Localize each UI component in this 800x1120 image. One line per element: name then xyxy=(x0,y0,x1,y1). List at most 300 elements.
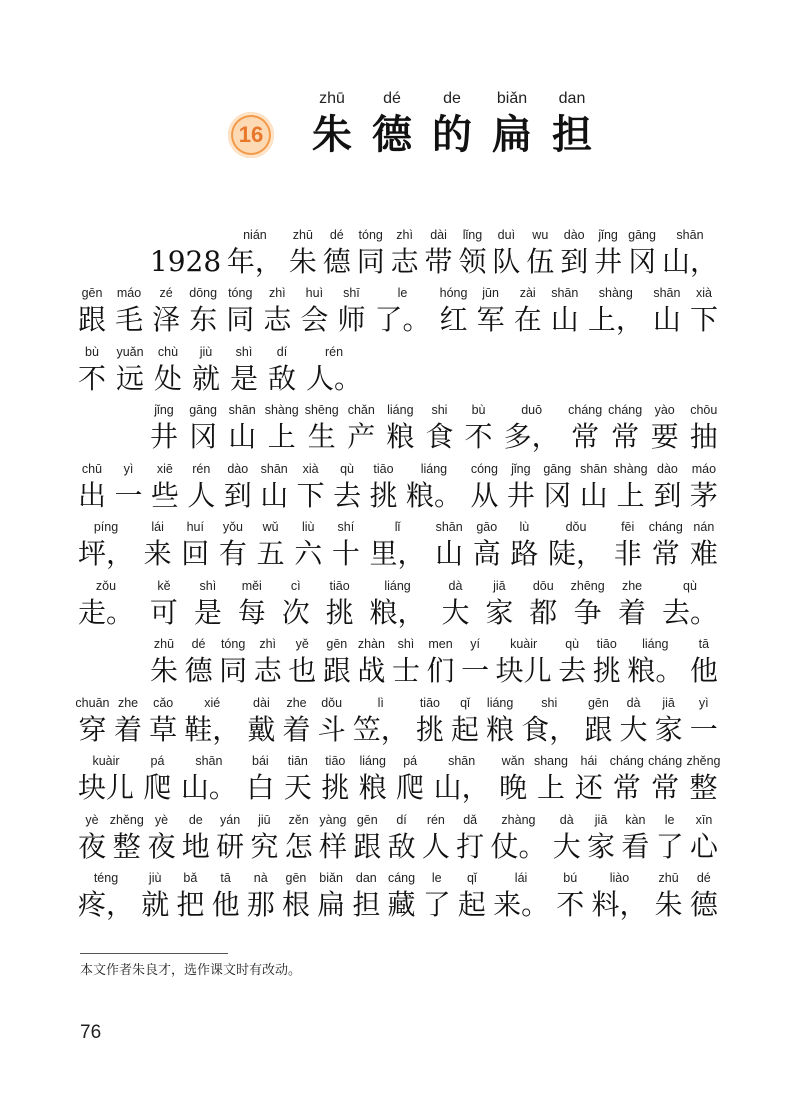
pinyin: lù xyxy=(519,520,530,534)
syllable xyxy=(181,749,237,807)
pinyin: shān xyxy=(448,754,476,768)
syllable xyxy=(648,749,683,807)
syllable xyxy=(369,515,425,573)
character: 怎 xyxy=(284,829,313,863)
character: 了。 xyxy=(374,303,431,336)
pinyin: gēn xyxy=(81,286,103,300)
pinyin: dài xyxy=(430,227,447,242)
character: 一 xyxy=(114,478,143,512)
pinyin: lái xyxy=(151,520,164,534)
character: 军 xyxy=(476,303,505,336)
character: 粮， xyxy=(369,595,426,629)
pinyin: bǎ xyxy=(183,871,198,885)
syllable xyxy=(219,632,247,690)
character: 人 xyxy=(187,478,216,512)
character: 冈 xyxy=(628,244,657,278)
syllable xyxy=(492,223,520,281)
syllable xyxy=(686,749,721,807)
character: 师 xyxy=(337,303,366,336)
pinyin: gēn xyxy=(356,812,378,827)
pinyin: jiā xyxy=(594,812,608,827)
syllable xyxy=(618,574,646,632)
syllable xyxy=(651,398,679,456)
pinyin: zhàn xyxy=(357,637,385,651)
pinyin: le xyxy=(397,286,408,300)
pinyin: shān xyxy=(260,461,288,476)
pinyin: liáng xyxy=(387,403,414,417)
pinyin: cì xyxy=(290,578,301,593)
pinyin: máo xyxy=(691,461,717,476)
syllable xyxy=(548,515,604,573)
syllable xyxy=(609,749,644,807)
character: 带 xyxy=(424,244,453,278)
pinyin: duì xyxy=(497,227,516,242)
syllable xyxy=(591,866,647,924)
pinyin: tā xyxy=(220,871,231,885)
character: 料， xyxy=(591,888,648,921)
footnote-divider xyxy=(80,953,228,954)
pinyin: yào xyxy=(654,403,675,417)
syllable xyxy=(507,457,535,515)
character: 粮 xyxy=(486,712,515,746)
pinyin: shang xyxy=(533,754,569,768)
character: 高 xyxy=(472,537,501,570)
character: 东 xyxy=(189,303,218,336)
syllable xyxy=(114,457,142,515)
pinyin: lì xyxy=(377,695,384,710)
pinyin: gēn xyxy=(587,695,609,710)
syllable xyxy=(690,515,718,573)
syllable xyxy=(396,749,424,807)
title-pinyin: zhū xyxy=(319,90,345,107)
character: 里， xyxy=(369,537,426,570)
character: 挑 xyxy=(592,654,621,687)
character: 每 xyxy=(237,595,266,629)
title-syllable xyxy=(302,88,362,160)
pinyin: dào xyxy=(657,461,678,476)
text-line-content xyxy=(150,398,718,456)
character: 泽 xyxy=(152,303,181,336)
text-line-content xyxy=(78,808,718,866)
syllable xyxy=(662,223,718,281)
character: 冈 xyxy=(189,420,218,453)
syllable xyxy=(78,866,134,924)
syllable xyxy=(212,866,240,924)
syllable xyxy=(496,632,552,690)
character: 鞋， xyxy=(184,712,241,746)
pinyin: dà xyxy=(559,812,574,827)
character: 常 xyxy=(611,420,640,453)
pinyin: liáng xyxy=(486,695,514,710)
text-line xyxy=(78,632,718,691)
pinyin: zhū xyxy=(153,637,175,651)
character: 去。 xyxy=(661,595,718,629)
lesson-number-badge xyxy=(228,112,274,158)
pinyin: gāng xyxy=(543,461,572,476)
pinyin: tā xyxy=(698,637,710,651)
pinyin: qǐ xyxy=(467,871,477,885)
character: 了 xyxy=(655,829,684,863)
pinyin: nián xyxy=(243,227,267,242)
pinyin: le xyxy=(664,812,675,827)
syllable xyxy=(154,340,182,398)
pinyin: bái xyxy=(252,754,269,768)
character: 常 xyxy=(651,537,680,570)
title-character: 德 xyxy=(372,111,412,158)
character: 士 xyxy=(391,654,420,687)
character: 多， xyxy=(503,420,560,453)
syllable xyxy=(282,574,310,632)
syllable xyxy=(690,281,718,339)
syllable xyxy=(326,574,354,632)
character: 担 xyxy=(352,888,381,921)
pinyin: le xyxy=(431,871,442,885)
character: 是 xyxy=(193,595,222,629)
text-line-content xyxy=(150,223,718,281)
pinyin: yǒu xyxy=(222,520,243,534)
syllable xyxy=(226,281,254,339)
syllable xyxy=(182,808,210,866)
syllable xyxy=(115,281,143,339)
syllable xyxy=(608,398,643,456)
syllable xyxy=(247,866,275,924)
character: 挑 xyxy=(325,595,354,629)
syllable xyxy=(510,515,538,573)
pinyin: shàng xyxy=(613,461,648,476)
lesson-title-block xyxy=(228,88,628,168)
syllable xyxy=(435,515,463,573)
syllable xyxy=(176,866,204,924)
character: 起 xyxy=(451,712,480,746)
pinyin: dào xyxy=(227,461,249,476)
pinyin: zhì xyxy=(259,637,277,651)
pinyin: fēi xyxy=(621,520,635,534)
pinyin: liào xyxy=(609,871,630,885)
syllable xyxy=(422,808,450,866)
character: 粮。 xyxy=(627,654,684,687)
pinyin: dé xyxy=(191,637,206,651)
syllable xyxy=(588,281,644,339)
pinyin: tiāo xyxy=(419,695,440,710)
syllable xyxy=(323,223,351,281)
syllable xyxy=(440,281,468,339)
character: 上 xyxy=(267,420,296,453)
character: 也 xyxy=(288,654,317,687)
character: 德 xyxy=(322,244,351,278)
character: 非 xyxy=(613,537,642,570)
syllable xyxy=(560,223,588,281)
pinyin: shān xyxy=(228,403,256,417)
pinyin: gēn xyxy=(285,871,307,885)
pinyin: tiān xyxy=(287,754,308,768)
pinyin: jǐng xyxy=(511,461,531,476)
text-line xyxy=(78,398,718,457)
character: 山， xyxy=(661,244,718,278)
text-line-content xyxy=(78,515,718,573)
character: 五 xyxy=(256,537,285,570)
character: 大 xyxy=(552,829,581,863)
syllable xyxy=(558,632,586,690)
character: 都 xyxy=(529,595,558,629)
character: 着 xyxy=(114,712,143,746)
character: 人 xyxy=(421,829,450,863)
character: 些 xyxy=(150,478,179,512)
syllable xyxy=(485,574,513,632)
character: 十 xyxy=(331,537,360,570)
pinyin: shān xyxy=(195,754,223,768)
pinyin: dé xyxy=(696,871,711,885)
character: 挑 xyxy=(415,712,444,746)
pinyin: liù xyxy=(301,520,315,534)
syllable xyxy=(194,574,222,632)
syllable xyxy=(224,457,252,515)
syllable xyxy=(461,632,489,690)
syllable xyxy=(427,632,455,690)
syllable xyxy=(556,866,584,924)
syllable xyxy=(250,808,278,866)
syllable xyxy=(353,691,409,749)
syllable xyxy=(317,866,345,924)
pinyin: rén xyxy=(324,344,344,359)
character: 难 xyxy=(689,537,718,570)
character: 下 xyxy=(689,303,718,336)
syllable xyxy=(621,808,649,866)
syllable xyxy=(434,749,490,807)
syllable xyxy=(282,866,310,924)
pinyin: cóng xyxy=(470,461,498,476)
character: 产 xyxy=(347,420,376,453)
character: 上 xyxy=(536,771,565,804)
title-pinyin: biǎn xyxy=(496,90,528,107)
syllable xyxy=(357,632,385,690)
syllable xyxy=(185,632,213,690)
character: 夜 xyxy=(147,829,176,863)
pinyin: shì xyxy=(235,344,253,359)
syllable xyxy=(230,340,258,398)
pinyin: liáng xyxy=(420,461,448,476)
page-number: 76 xyxy=(80,1022,102,1043)
pinyin: dan xyxy=(355,871,377,885)
pinyin: xīn xyxy=(695,812,713,827)
syllable xyxy=(189,281,217,339)
syllable xyxy=(352,866,380,924)
character: 常 xyxy=(651,771,680,804)
pinyin: zhì xyxy=(396,227,413,242)
character: 抽 xyxy=(689,420,718,453)
syllable xyxy=(143,749,171,807)
syllable xyxy=(514,281,542,339)
pinyin: tiāo xyxy=(596,637,617,651)
character: 上 xyxy=(616,478,645,512)
character: 研 xyxy=(216,829,245,863)
character: 就 xyxy=(141,888,170,921)
character: 山 xyxy=(260,478,289,512)
character: 粮。 xyxy=(405,478,462,512)
character: 远 xyxy=(116,361,145,395)
pinyin: cháng xyxy=(648,754,683,768)
pinyin: zěn xyxy=(288,812,309,827)
pinyin: cháng xyxy=(608,403,643,417)
syllable xyxy=(425,398,453,456)
character: 有 xyxy=(218,537,247,570)
pinyin: cháng xyxy=(609,754,644,768)
pinyin: nán xyxy=(693,520,715,534)
pinyin: zhe xyxy=(621,578,643,593)
syllable xyxy=(189,398,217,456)
syllable xyxy=(594,223,622,281)
text-line xyxy=(78,866,718,925)
pinyin: dǎ xyxy=(463,812,478,827)
title-pinyin: dan xyxy=(558,90,586,107)
pinyin: chù xyxy=(157,344,179,359)
title-syllable xyxy=(362,88,422,160)
character: 他 xyxy=(211,888,240,921)
character: 井 xyxy=(506,478,535,512)
syllable xyxy=(370,574,426,632)
syllable xyxy=(318,691,346,749)
character: 毛 xyxy=(115,303,144,336)
syllable xyxy=(147,808,175,866)
syllable xyxy=(359,749,387,807)
pinyin: kuàir xyxy=(510,637,538,651)
pinyin: rén xyxy=(426,812,445,827)
syllable xyxy=(319,808,347,866)
pinyin: pá xyxy=(403,754,418,768)
syllable xyxy=(321,749,349,807)
syllable xyxy=(375,281,431,339)
syllable xyxy=(238,574,266,632)
character: 年， xyxy=(226,244,283,278)
syllable xyxy=(150,398,178,456)
character: 扁 xyxy=(317,888,346,921)
character: 家 xyxy=(654,712,683,746)
syllable xyxy=(648,515,683,573)
character: 山。 xyxy=(180,771,237,804)
syllable xyxy=(284,749,312,807)
character: 去 xyxy=(333,478,362,512)
pinyin: cǎo xyxy=(153,695,174,710)
character: 六 xyxy=(294,537,323,570)
syllable xyxy=(150,223,221,281)
pinyin: liáng xyxy=(642,637,669,651)
lesson-title xyxy=(302,88,602,160)
pinyin: dí xyxy=(276,344,288,359)
character: 1928 xyxy=(149,244,222,278)
pinyin: shān xyxy=(676,227,704,242)
pinyin: kě xyxy=(157,578,171,593)
title-character: 担 xyxy=(552,111,592,158)
pinyin: shì xyxy=(397,637,415,651)
pinyin: jǐng xyxy=(154,403,174,417)
character: 伍 xyxy=(526,244,555,278)
pinyin: dà xyxy=(448,578,463,593)
character: 红 xyxy=(439,303,468,336)
pinyin: duō xyxy=(521,403,543,417)
syllable xyxy=(441,574,469,632)
pinyin: rén xyxy=(192,461,211,476)
pinyin: yè xyxy=(85,812,99,827)
syllable xyxy=(78,749,134,807)
pinyin: hóng xyxy=(439,286,468,300)
character: 整 xyxy=(689,771,718,804)
character: 来。 xyxy=(493,888,550,921)
pinyin: qù xyxy=(565,637,580,651)
pinyin: hái xyxy=(580,754,598,768)
character: 挑 xyxy=(321,771,350,804)
title-character: 的 xyxy=(432,111,472,158)
character: 家 xyxy=(485,595,514,629)
syllable xyxy=(458,223,486,281)
character: 朱 xyxy=(654,888,683,921)
pinyin: dǒu xyxy=(321,695,343,710)
pinyin: kàn xyxy=(625,812,646,827)
pinyin: tiāo xyxy=(329,578,350,593)
character: 路 xyxy=(510,537,539,570)
pinyin: zhū xyxy=(292,227,313,242)
character: 家 xyxy=(587,829,616,863)
text-line xyxy=(78,749,721,808)
character: 回 xyxy=(181,537,210,570)
pinyin: biǎn xyxy=(319,871,343,885)
pinyin: dài xyxy=(253,695,270,710)
pinyin: chǎn xyxy=(347,403,375,417)
character: 在 xyxy=(513,303,542,336)
pinyin: shān xyxy=(551,286,579,300)
syllable xyxy=(690,808,718,866)
character: 山 xyxy=(652,303,681,336)
character: 生 xyxy=(307,420,336,453)
syllable xyxy=(332,515,360,573)
syllable xyxy=(690,866,718,924)
pinyin: shì xyxy=(199,578,217,593)
pinyin: shān xyxy=(435,520,463,534)
syllable xyxy=(260,457,288,515)
text-line-content xyxy=(78,866,718,924)
pinyin: zài xyxy=(519,286,536,300)
text-line xyxy=(78,339,718,398)
pinyin: zhěng xyxy=(109,812,144,827)
pinyin: máo xyxy=(116,286,142,300)
title-pinyin: de xyxy=(443,90,461,107)
syllable xyxy=(499,749,527,807)
syllable xyxy=(219,515,247,573)
pinyin: pá xyxy=(150,754,165,768)
character: 井 xyxy=(594,244,623,278)
character: 了 xyxy=(422,888,451,921)
pinyin: qù xyxy=(683,578,697,593)
syllable xyxy=(78,574,134,632)
pinyin: gēn xyxy=(326,637,348,651)
pinyin: zhěng xyxy=(686,754,721,768)
character: 疼， xyxy=(78,888,135,921)
syllable xyxy=(184,691,240,749)
character: 晚 xyxy=(499,771,528,804)
pinyin: yàng xyxy=(319,812,347,827)
character: 们 xyxy=(426,654,455,687)
character: 爬 xyxy=(396,771,425,804)
pinyin: dǒu xyxy=(565,520,587,534)
syllable xyxy=(323,632,351,690)
pinyin: shēng xyxy=(304,403,339,417)
syllable xyxy=(268,340,296,398)
character: 着 xyxy=(282,712,311,746)
character: 坪， xyxy=(78,537,135,570)
syllable xyxy=(347,398,375,456)
character: 来 xyxy=(143,537,172,570)
pinyin: cháng xyxy=(568,403,603,417)
syllable xyxy=(655,866,683,924)
syllable xyxy=(333,457,361,515)
